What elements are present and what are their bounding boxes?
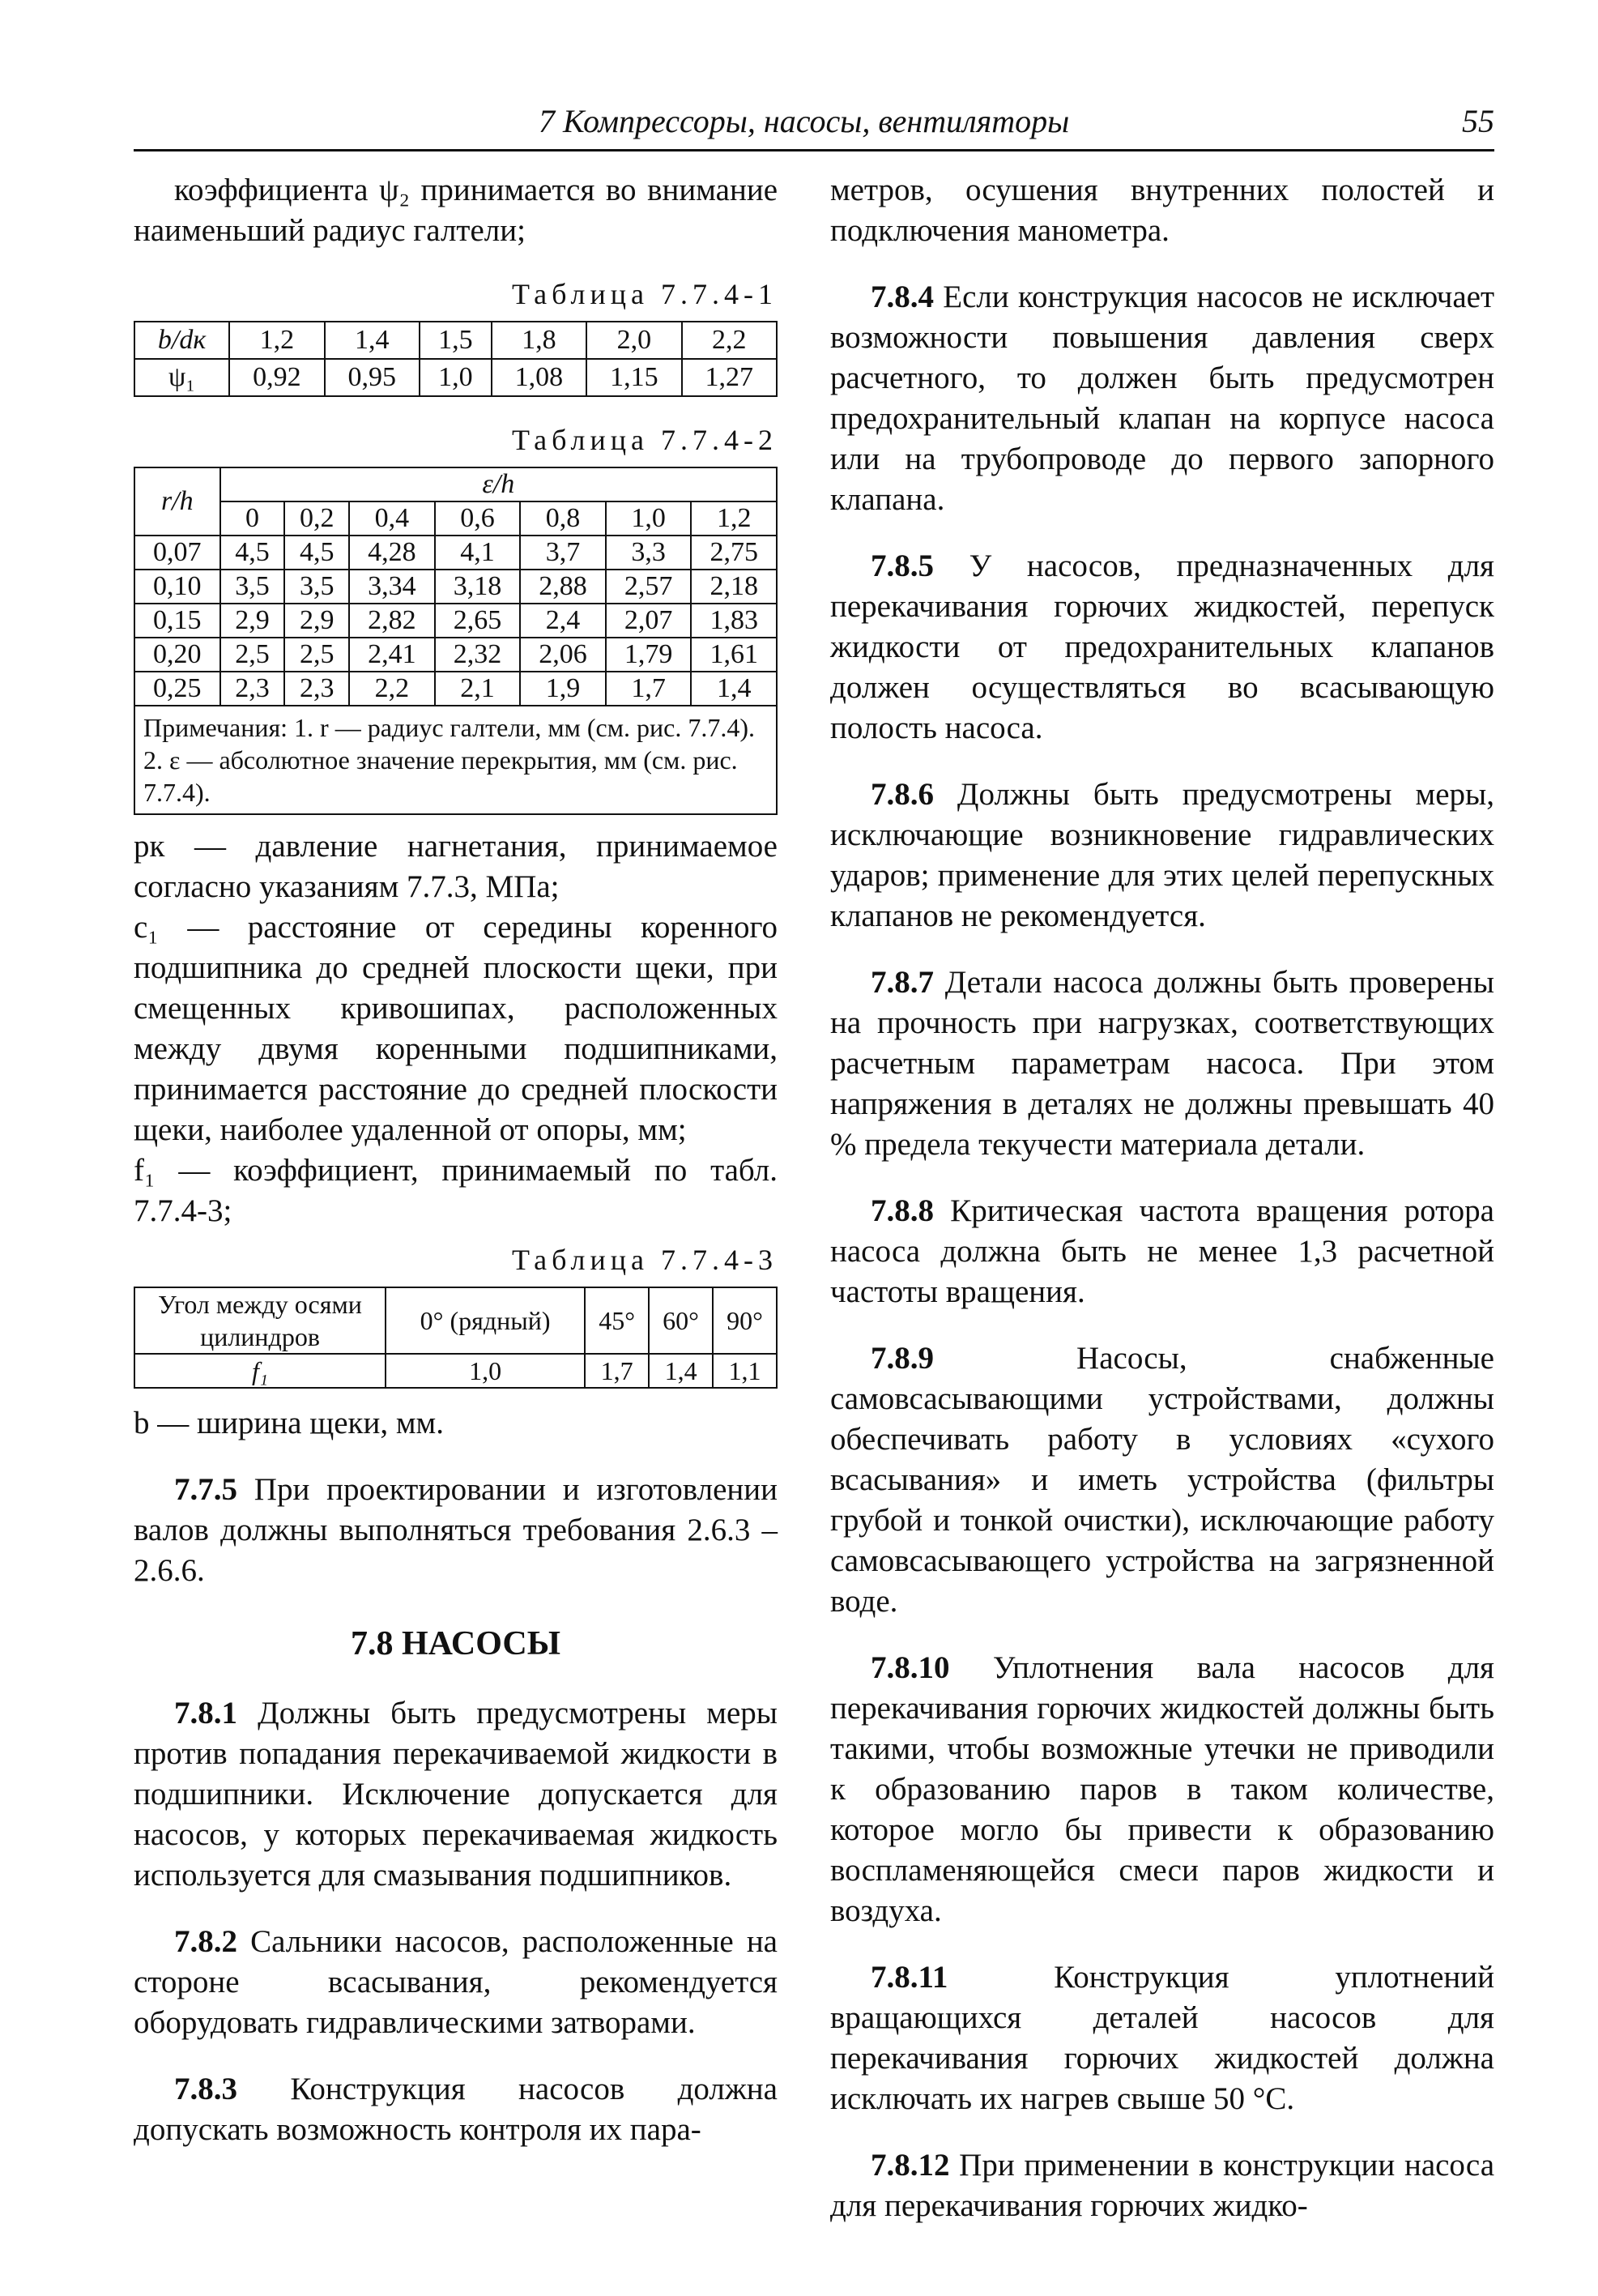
table-row: 0,15 2,9 2,9 2,82 2,65 2,4 2,07 1,83 bbox=[134, 604, 777, 638]
paragraph-7-8-5: 7.8.5 У насосов, предназначенных для перекачивания горючих жидкостей, перепуск жидкости от предохранительных клапанов должен осуществляться во всасывающую полость насоса. bbox=[830, 548, 1494, 745]
table-2-note: Примечания: 1. r — радиус галтели, мм (см. рис. 7.7.4). 2. ε — абсолютное значение перекрытия, мм (см. рис. 7.7.4). bbox=[134, 706, 777, 814]
table-header-row: 0 0,2 0,4 0,6 0,8 1,0 1,2 bbox=[134, 501, 777, 536]
page-header bbox=[134, 97, 1494, 152]
paragraph-7-8-1: 7.8.1 Должны быть предусмотрены меры против попадания перекачиваемой жидкости в подшипники. Исключение допускается для насосов, у которых перекачиваемая жидкость используется для смазывания подшипников. bbox=[134, 1696, 778, 1893]
pk-definition: pк — давление нагнетания, принимаемое согласно указаниям 7.7.3, МПа; bbox=[134, 829, 778, 904]
f1-definition: f₁ — коэффициент, принимаемый по табл. 7.7.4-3; bbox=[134, 1153, 778, 1228]
table-row: f₁ 1,0 1,7 1,4 1,1 bbox=[134, 1354, 777, 1388]
section-heading: 7.8 НАСОСЫ bbox=[351, 1625, 560, 1662]
table-row: 0,10 3,5 3,5 3,34 3,18 2,88 2,57 2,18 bbox=[134, 570, 777, 604]
right-column bbox=[830, 170, 1494, 2252]
paragraph-7-7-5: 7.7.5 При проектировании и изготовлении валов должны выполняться требования 2.6.3 – 2.6.6. bbox=[134, 1472, 778, 1588]
table-2-caption: Таблица 7.7.4-2 bbox=[512, 424, 778, 456]
table-7-7-4-3 bbox=[134, 1287, 778, 1389]
paragraph-7-8-11: 7.8.11 Конструкция уплотнений вращающихся деталей насосов для перекачивания горючих жидкостей должна исключать их нагрев свыше 50 °C. bbox=[830, 1960, 1494, 2116]
paragraph-7-8-10: 7.8.10 Уплотнения вала насосов для перекачивания горючих жидкостей должны быть такими, чтобы возможные утечки не приводили к образованию паров в таком количестве, которое могло бы привести к образованию воспламеняющейся смеси паров жидкости и воздуха. bbox=[830, 1650, 1494, 1928]
paragraph-7-8-6: 7.8.6 Должны быть предусмотрены меры, исключающие возникновение гидравлических ударов; применение для этих целей перепускных клапанов не рекомендуется. bbox=[830, 777, 1494, 933]
table-row: 0,25 2,3 2,3 2,2 2,1 1,9 1,7 1,4 bbox=[134, 672, 777, 706]
paragraph-7-8-4: 7.8.4 Если конструкция насосов не исключает возможности повышения давления сверх расчетного, то должен быть предусмотрен предохранительный клапан на корпусе насоса или на трубопроводе до первого запорного клапана. bbox=[830, 280, 1494, 517]
paragraph-7-8-12: 7.8.12 При применении в конструкции насоса для перекачивания горючих жидко- bbox=[830, 2148, 1494, 2223]
c1-definition: c₁ — расстояние от середины коренного подшипника до средней плоскости щеки, при смещенных кривошипах, расположенных между двумя коренными подшипниками, принимается расстояние до средней плоскости щеки, наиболее удаленной от опоры, мм; bbox=[134, 910, 778, 1147]
table-3-caption: Таблица 7.7.4-3 bbox=[512, 1244, 778, 1276]
b-definition: b — ширина щеки, мм. bbox=[134, 1406, 444, 1440]
table-row: 0,07 4,5 4,5 4,28 4,1 3,7 3,3 2,75 bbox=[134, 536, 777, 570]
table-7-7-4-2: r/h ε/h 0 0,2 0,4 0,6 0,8 1,0 1,2 0,07 4,5 4,5 4,28 4,1 3,7 3,3 2,75 0,10 3,5 3,5 3,34 3,18 2,88 2,57 2,18 0,15 2,9 2,9 2,82 2,65 2,4 2,07 1,83 0,20 2,5 2,5 2,41 2,32 2,06 1,79 1,61 0,25 2,3 2,3 2,2 2,1 1,9 1,7 1,4 Примечания: 1. r — радиус галтели, мм (см. рис. 7.7.4). 2. ε — абсолютное значение перекрытия, мм (см. рис. 7.7.4). bbox=[134, 467, 778, 815]
page-number: 55 bbox=[1462, 103, 1494, 139]
running-title: 7 Компрессоры, насосы, вентиляторы bbox=[539, 103, 1070, 139]
paragraph-7-8-3: 7.8.3 Конструкция насосов должна допускать возможность контроля их пара- bbox=[134, 2072, 778, 2147]
paragraph-7-8-8: 7.8.8 Критическая частота вращения ротора насоса должна быть не менее 1,3 расчетной частоты вращения. bbox=[830, 1193, 1494, 1309]
table-row: ψ₁ 0,92 0,95 1,0 1,08 1,15 1,27 bbox=[134, 359, 777, 396]
left-column bbox=[134, 170, 778, 2176]
table-header-row: Угол между осями цилиндров 0° (рядный) 45° 60° 90° bbox=[134, 1287, 777, 1354]
intro-text: коэффициента ψ₂ принимается во внимание наименьший радиус галтели; bbox=[134, 173, 778, 248]
paragraph-7-8-9: 7.8.9 Насосы, снабженные самовсасывающими устройствами, должны обеспечивать работу в условиях «сухого всасывания» и иметь устройства (фильтры грубой и тонкой очистки), исключающие работу самовсасывающего устройства на загрязненной воде. bbox=[830, 1341, 1494, 1619]
paragraph-7-8-2: 7.8.2 Сальники насосов, расположенные на стороне всасывания, рекомендуется оборудовать гидравлическими затворами. bbox=[134, 1924, 778, 2040]
table-7-7-4-1 bbox=[134, 321, 778, 397]
table-1-caption: Таблица 7.7.4-1 bbox=[512, 278, 778, 310]
paragraph-continuation: метров, осушения внутренних полостей и подключения манометра. bbox=[830, 173, 1494, 248]
table-row: b/dк 1,2 1,4 1,5 1,8 2,0 2,2 bbox=[134, 322, 777, 359]
table-row: 0,20 2,5 2,5 2,41 2,32 2,06 1,79 1,61 bbox=[134, 638, 777, 672]
paragraph-7-8-7: 7.8.7 Детали насоса должны быть проверены на прочность при нагрузках, соответствующих расчетным параметрам насоса. При этом напряжения в деталях не должны превышать 40 % предела текучести материала детали. bbox=[830, 965, 1494, 1162]
